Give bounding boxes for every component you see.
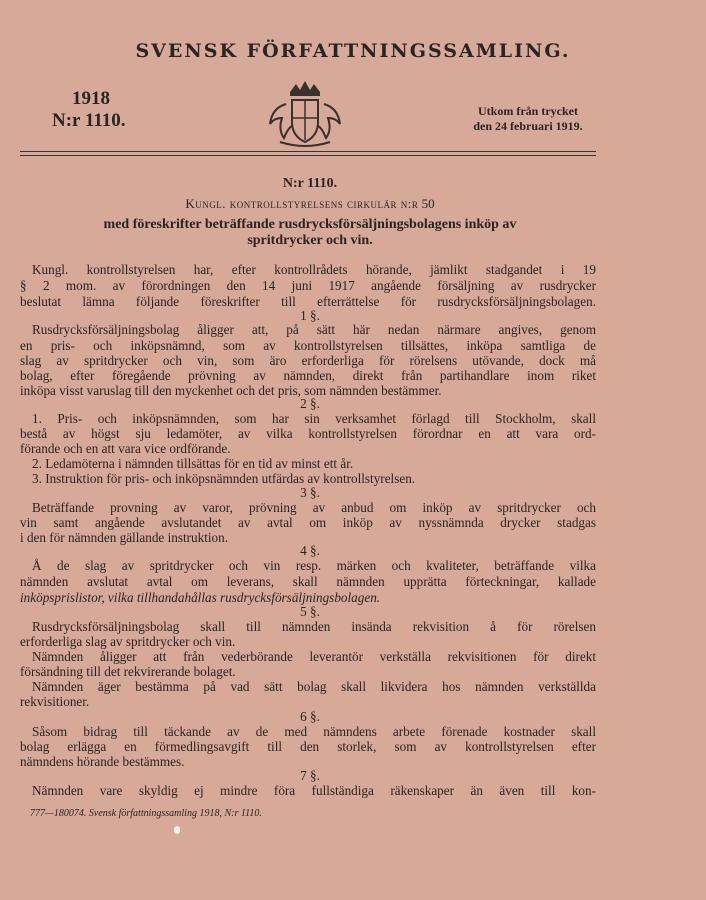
subtitle-line-2: spritdrycker och vin. [247, 233, 373, 248]
body-line: vin samt angående avslutandet av avtal om inköp av nyssnämnda drycker stadgas [20, 515, 596, 530]
body-line: Rusdrycksförsäljningsbolag åligger att, på sätt här nedan närmare angives, genom [32, 322, 596, 337]
body-line: bestå av högst sju ledamöter, av vilka kontrollstyrelsen förordnar en att vara ord- [20, 426, 596, 441]
paper-blemish [174, 826, 180, 834]
body-line: Nämnden åligger att från vederbörande leverantör verkställa rekvisitionen för direkt [32, 649, 596, 664]
section-heading: 3 §. [300, 485, 320, 500]
body-line: erforderliga slag av spritdrycker och vin. [20, 634, 236, 649]
issue-number: N:r 1110. [52, 110, 126, 131]
body-line: Kungl. kontrollstyrelsen har, efter kontrollrådets hörande, jämlikt stadgandet i 19 [32, 262, 596, 277]
body-line: Såsom bidrag till täckande av de med nämndens arbete förenade kostnader skall [32, 724, 596, 739]
circular-line [0, 196, 620, 212]
section-heading: 7 §. [300, 768, 320, 783]
body-line: nämndens hörande bestämmes. [20, 754, 185, 769]
body-line: rekvisitioner. [20, 694, 90, 709]
body-line: 1. Pris- och inköpsnämnden, som har sin verksamhet förlagd till Stockholm, skall [32, 411, 596, 426]
body-line: Beträffande provning av varor, prövning av anbud om inköp av spritdrycker och [32, 500, 596, 515]
section-heading: 4 §. [300, 543, 320, 558]
body-line: Å de slag av spritdrycker och vin resp. märken och kvaliteter, beträffande vilka [32, 558, 596, 573]
body-line: 3. Instruktion för pris- och inköpsnämnden utfärdas av kontrollstyrelsen. [32, 471, 416, 486]
body-line: en pris- och inköpsnämnd, som av kontrollstyrelsen tillsättes, inköpa samtliga de [20, 338, 596, 353]
section-heading: 1 §. [300, 308, 320, 323]
body-line: förande och en att vara vice ordförande. [20, 441, 231, 456]
body-line: bolag erlägga en förmedlingsavgift till den storlek, som av kontrollstyrelsen efter [20, 739, 596, 754]
circular-prefix: Kungl. kontrollstyrelsens cirkulär n:r [185, 196, 419, 211]
year: 1918 [72, 88, 110, 109]
body-line: nämnden avslutat avtal om leverans, skall nämnden upprätta förteckningar, kallade [20, 574, 596, 589]
masthead: SVENSK FÖRFATTNINGSSAMLING. [135, 40, 571, 62]
ordinance-number: N:r 1110. [282, 176, 338, 191]
coat-of-arms-icon [262, 78, 348, 150]
body-line: inköpa visst varuslag till den myckenhet och det pris, som nämnden bestämmer. [20, 383, 442, 398]
subtitle-line-1: med föreskrifter beträffande rusdrycksförsäljningsbolagens inköp av [103, 217, 517, 232]
section-heading: 5 §. [300, 604, 320, 619]
header-rule-bottom [20, 155, 596, 156]
body-line: i den för nämnden gällande instruktion. [20, 530, 229, 545]
section-heading: 2 §. [300, 396, 320, 411]
body-line: Nämnden vare skyldig ej mindre föra fullständiga räkenskaper än även till kon- [32, 783, 596, 798]
body-line: bolag, efter föregående prövning av nämnden, direkt från partihandlare inom riket [20, 368, 596, 383]
body-line: § 2 mom. av förordningen den 14 juni 1917 angående försäljning av rusdrycker [20, 278, 596, 293]
footer-imprint: 777—180074. Svensk författningssamling 1918, N:r 1110. [30, 808, 262, 819]
section-heading: 6 §. [300, 709, 320, 724]
body-line: beslutat lämna följande föreskrifter till efterrättelse för rusdrycksförsäljningsbolagen. [20, 294, 596, 309]
body-line: slag av spritdrycker och vin, som äro erforderliga för rörelsens utövande, dock må [20, 353, 596, 368]
header-rule-top [20, 151, 596, 152]
body-line: Nämnden äger bestämma på vad sätt bolag skall likvidera hos nämnden verkställda [32, 679, 596, 694]
body-line: inköpsprislistor, vilka tillhandahållas rusdrycksförsäljningsbolagen. [20, 590, 381, 605]
body-line: Rusdrycksförsäljningsbolag skall till nämnden insända rekvisition å för rörelsen [32, 619, 596, 634]
publication-date [458, 104, 598, 134]
ordinance-subtitle [40, 217, 580, 249]
utkom-line-1: Utkom från trycket [478, 104, 578, 118]
circular-number: 50 [421, 196, 435, 211]
body-line: försändning till det rekvirerande bolaget. [20, 664, 236, 679]
utkom-line-2: den 24 februari 1919. [473, 119, 583, 133]
body-line: 2. Ledamöterna i nämnden tillsättas för en tid av minst ett år. [32, 456, 354, 471]
